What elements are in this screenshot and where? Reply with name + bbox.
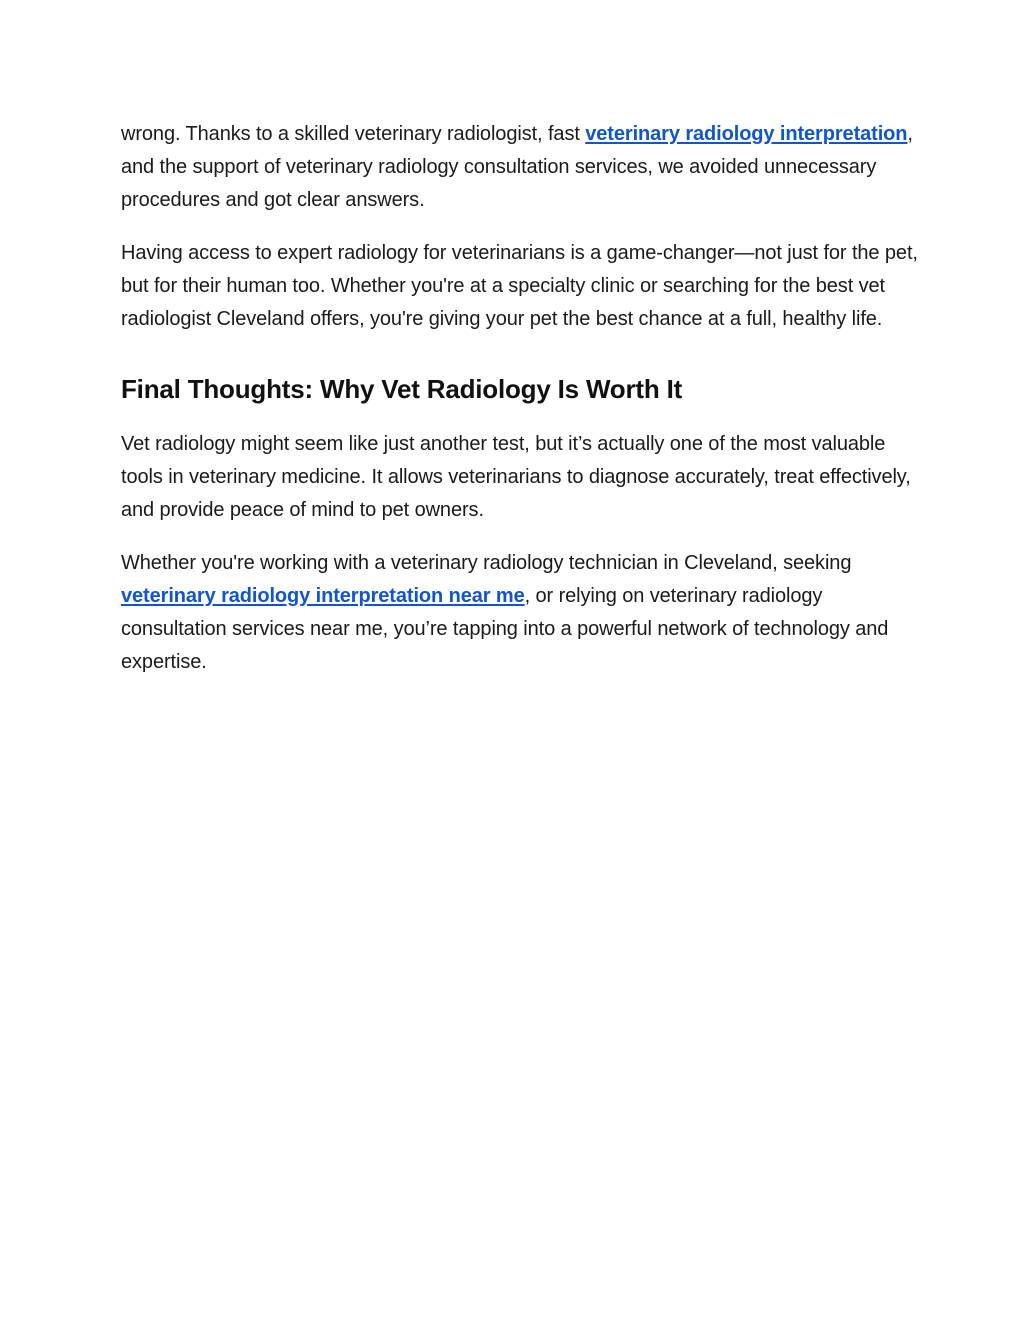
paragraph-text: , and the support of veterinary radiology consultation services, we avoided unnecessary procedures and got clear answers. [121, 123, 913, 211]
link-veterinary-radiology-interpretation[interactable]: veterinary radiology interpretation [585, 123, 908, 145]
paragraph-network [121, 547, 921, 679]
paragraph-text: , or relying on veterinary radiology consultation services near me, you’re tapping into a powerful network of technology and expertise. [121, 585, 889, 673]
paragraph-valuable-tool: Vet radiology might seem like just another test, but it’s actually one of the most valuable tools in veterinary medicine. It allows veterinarians to diagnose accurately, treat effectively, and provide peace of mind to pet owners. [121, 433, 911, 521]
section-heading: Final Thoughts: Why Vet Radiology Is Worth It [121, 374, 683, 404]
paragraph-text: Whether you're working with a veterinary radiology technician in Cleveland, seeking [121, 552, 852, 574]
link-interpretation-near-me[interactable]: veterinary radiology interpretation near me [121, 585, 525, 607]
paragraph-radiologist-answers [121, 118, 921, 217]
paragraph-expert-access: Having access to expert radiology for veterinarians is a game-changer—not just for the pet, but for their human too. Whether you're at a specialty clinic or searching for the best vet radiologist Cleveland offers, you're giving your pet the best chance at a full, healthy life. [121, 242, 918, 330]
document-page [121, 118, 921, 679]
paragraph-text: wrong. Thanks to a skilled veterinary radiologist, fast [121, 123, 586, 145]
